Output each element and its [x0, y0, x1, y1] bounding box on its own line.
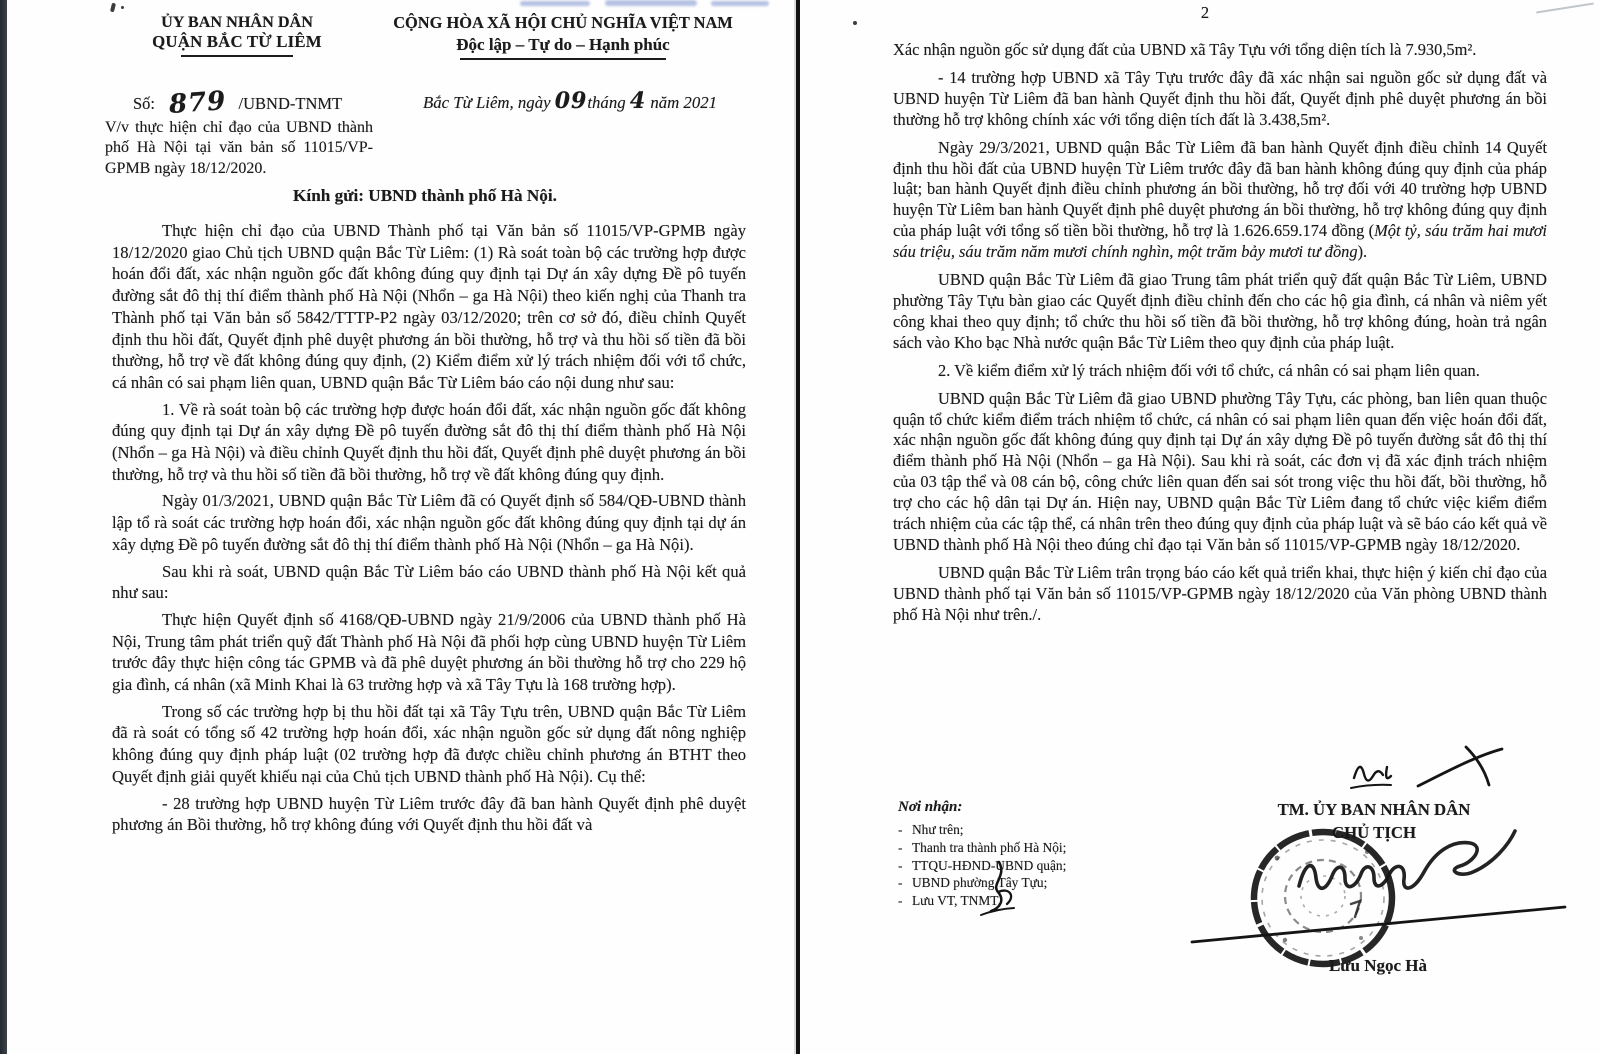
motto-line2: Độc lập – Tự do – Hạnh phúc	[456, 35, 670, 54]
page-number: 2	[1200, 3, 1210, 22]
recipient-item: - UBND phường Tây Tựu;	[898, 875, 1048, 891]
paragraph: Ngày 29/3/2021, UBND quận Bắc Từ Liêm đã ban hành Quyết định điều chỉnh 14 Quyết định thu hồi đất của UBND huyện Từ Liêm trước đây đã ban hành không đúng quy định của pháp luật; ban hành Quyết định điều chỉnh phương án bồi thường, hỗ trợ đối với 40 trường hợp UBND huyện Từ Liêm ban hành Quyết định phê duyệt phương án bồi thường, hỗ trợ không đúng quy định của pháp luật với tổng số tiền bồi thường, hỗ trợ là 1.626.659.174 đồng (Một tỷ, sáu trăm hai mươi sáu triệu, sáu trăm năm mươi chính nghìn, một trăm bảy mươi tư đồng).	[893, 137, 1547, 262]
signature-role: CHỦ TỊCH	[1331, 823, 1417, 842]
blue-ink-smudge	[711, 1, 769, 6]
blue-ink-smudge	[605, 0, 697, 6]
doc-number-label: Số:	[133, 94, 156, 113]
date-mid: tháng	[587, 93, 626, 112]
date-pre: Bắc Từ Liêm, ngày	[423, 93, 551, 112]
paragraph: Trong số các trường hợp bị thu hồi đất tại xã Tây Tựu trên, UBND quận Bắc Từ Liêm đã rà soát có tổng số 42 trường hợp hoán đổi, xác nhận nguồn gốc sử dụng đất nông nghiệp không đúng quy định pháp luật (02 trường hợp đã được chiều chỉnh phương án BTHT theo Quyết định giải quyết khiếu nại của Chủ tịch UBND thành phố Hà Nội). Cụ thể:	[112, 701, 746, 786]
recipients-list	[898, 821, 1178, 910]
page1-body	[112, 220, 746, 841]
handwriting-flourish	[1346, 744, 1521, 799]
page-2	[801, 0, 1600, 1054]
handwritten-day: 09	[554, 88, 588, 114]
doc-number-suffix: /UBND-TNMT	[238, 94, 343, 113]
place-date-line	[400, 88, 740, 114]
page-fold-divider	[796, 0, 800, 1054]
chairman-signature	[1299, 831, 1515, 888]
recipient-item: - Thanh tra thành phố Hà Nội;	[898, 839, 1067, 855]
scan-speck	[121, 6, 124, 9]
doc-number-line	[133, 86, 343, 120]
national-motto-block	[387, 13, 739, 60]
paragraph: Thực hiện chỉ đạo của UBND Thành phố tại Văn bản số 11015/VP-GPMB ngày 18/12/2020 giao Chủ tịch UBND quận Bắc Từ Liêm: (1) Rà soát toàn bộ các trường hợp được hoán đổi đất, xác nhận nguồn gốc đất không đúng quy định tại Dự án xây dựng Đề pô tuyến đường sắt đô thị thí điểm thành phố Hà Nội (Nhổn – ga Hà Nội) theo kiến nghị của Thanh tra Thành phố tại Văn bản số 5842/TTTP-P2 ngày 03/12/2020; trên cơ sở đó, điều chỉnh Quyết định thu hồi đất, Quyết định phê duyệt phương án bồi thường, hỗ trợ và thu hồi số tiền đã bồi thường, hỗ trợ về đất không đúng quy định, (2) Kiểm điểm xử lý trách nhiệm đối với tổ chức, cá nhân có sai phạm liên quan, UBND quận Bắc Từ Liêm báo cáo nội dung như sau:	[112, 221, 746, 392]
org-name-line1: ỦY BAN NHÂN DÂN	[161, 13, 313, 31]
recipients-label: Nơi nhận:	[898, 799, 963, 815]
recipient-item: - Như trên;	[898, 822, 964, 837]
motto-underline	[460, 58, 666, 60]
org-underline	[181, 55, 293, 57]
motto-line1: CỘNG HÒA XÃ HỘI CHỦ NGHĨA VIỆT NAM	[393, 13, 733, 32]
recipient-item: - Lưu VT, TNMT.	[898, 893, 1001, 909]
subject-line: V/v thực hiện chỉ đạo của UBND thành phố Hà Nội tại văn bản số 11015/VP- GPMB ngày 18/12/2020.	[105, 119, 373, 177]
salutation: Kính gửi: UBND thành phố Hà Nội.	[293, 186, 557, 205]
signer-name: Lưu Ngọc Hà	[1328, 956, 1428, 975]
paragraph: Sau khi rà soát, UBND quận Bắc Từ Liêm báo cáo UBND thành phố Hà Nội kết quả như sau:	[112, 561, 746, 603]
handwritten-month: 4	[629, 88, 647, 114]
paragraph: Xác nhận nguồn gốc sử dụng đất của UBND xã Tây Tựu với tổng diện tích là 7.930,5m².	[893, 40, 1477, 59]
blue-ink-smudge	[520, 1, 590, 6]
doc-number-handwritten: 879	[168, 86, 228, 120]
paragraph: - 14 trường hợp UBND xã Tây Tựu trước đây đã xác nhận sai nguồn gốc sử dụng đất và UBND huyện Từ Liêm đã ban hành Quyết định thu hồi đất, Quyết định phê duyệt phương án bồi thường hỗ trợ không chính xác với tổng diện tích đất là 3.438,5m².	[893, 67, 1547, 129]
recipients-block	[898, 799, 1178, 910]
page-1	[7, 0, 796, 1054]
signature-title: TM. ỦY BAN NHÂN DÂN	[1277, 800, 1471, 819]
initials-mark	[969, 858, 1025, 918]
date-post: năm 2021	[650, 93, 717, 112]
paragraph: UBND quận Bắc Từ Liêm đã giao UBND phường Tây Tựu, các phòng, ban liên quan thuộc quận tổ chức kiểm điểm trách nhiệm tổ chức, cá nhân có sai phạm liên quan đến việc hoán đổi đất, xác nhận nguồn gốc đất không đúng quy định tại Dự án xây dựng Đề pô tuyến đường sắt đô thị thí điểm thành phố Hà Nội (Nhổn – ga Hà Nội). Sau khi rà soát, các đơn vị đã xác định trách nhiệm của 03 tập thể và 08 cán bộ, công chức liên quan đến sai sót trong việc thu hồi đất, bồi thường, hỗ trợ cho các hộ dân tại Dự án. Hiện nay, UBND quận Bắc Từ Liêm đang tổ chức việc kiểm điểm trách nhiệm của các tập thể, cá nhân trên theo đúng quy định của pháp luật và sẽ báo cáo kết quả về UBND thành phố Hà Nội theo đúng chỉ đạo tại Văn bản số 11015/VP-GPMB ngày 18/12/2020.	[893, 388, 1547, 554]
scan-speck	[110, 3, 116, 13]
recipient-item: - TTQU-HĐND-UBND quận;	[898, 857, 1067, 873]
paragraph: UBND quận Bắc Từ Liêm trân trọng báo cáo kết quả triển khai, thực hiện ý kiến chỉ đạo của UBND thành phố tại Văn bản số 11015/VP-GPMB ngày 18/12/2020 của Văn phòng UBND thành phố Hà Nội như trên./.	[893, 562, 1547, 624]
org-name-line2: QUẬN BẮC TỪ LIÊM	[152, 32, 322, 51]
issuing-org-block	[105, 13, 369, 57]
paragraph: Thực hiện Quyết định số 4168/QĐ-UBND ngày 21/9/2006 của UBND thành phố Hà Nội, Trung tâm phát triển quỹ đất Thành phố Hà Nội đã phối hợp cùng UBND huyện Từ Liêm trước đây thực hiện công tác GPMB và đã phê duyệt phương án bồi thường hỗ trợ cho 229 hộ gia đình, cá nhân (xã Minh Khai là 63 trường hợp và xã Tây Tựu là 168 trường hợp).	[112, 609, 746, 695]
paragraph: - 28 trường hợp UBND huyện Từ Liêm trước đây đã ban hành Quyết định phê duyệt phương án Bồi thường, hỗ trợ không đúng với Quyết định thu hồi đất và	[112, 793, 746, 835]
paragraph: 1. Về rà soát toàn bộ các trường hợp được hoán đổi đất, xác nhận nguồn gốc đất không đúng quy định tại Dự án xây dựng Đề pô tuyến đường sắt đô thị thí điểm thành phố Hà Nội (Nhổn – ga Hà Nội) và điều chỉnh Quyết định thu hồi đất, Quyết định phê duyệt phương án bồi thường, hỗ trợ và thu hồi số tiền đã bồi thường, hỗ trợ về đất không đúng quy định.	[112, 399, 746, 484]
paragraph: 2. Về kiểm điểm xử lý trách nhiệm đối với tổ chức, cá nhân có sai phạm liên quan.	[938, 360, 1480, 380]
paragraph: UBND quận Bắc Từ Liêm đã giao Trung tâm phát triển quỹ đất quận Bắc Từ Liêm, UBND phường Tây Tựu bàn giao các Quyết định điều chỉnh đến cho các hộ gia đình, cá nhân và niêm yết công khai theo quy định; tổ chức thu hồi số tiền đã bồi thường, hỗ trợ không đúng, hoàn trả ngân sách vào Kho bạc Nhà nước quận Bắc Từ Liêm theo quy định của pháp luật.	[893, 270, 1547, 352]
page2-body	[893, 40, 1547, 633]
paragraph: Ngày 01/3/2021, UBND quận Bắc Từ Liêm đã có Quyết định số 584/QĐ-UBND thành lập tổ rà soát các trường hợp hoán đổi, xác nhận nguồn gốc đất không đúng quy định tại dự án xây dựng Đề pô tuyến đường sắt đô thị thí điểm thành phố Hà Nội (Nhổn – ga Hà Nội).	[112, 491, 746, 554]
scan-edge-strip	[0, 0, 7, 1054]
